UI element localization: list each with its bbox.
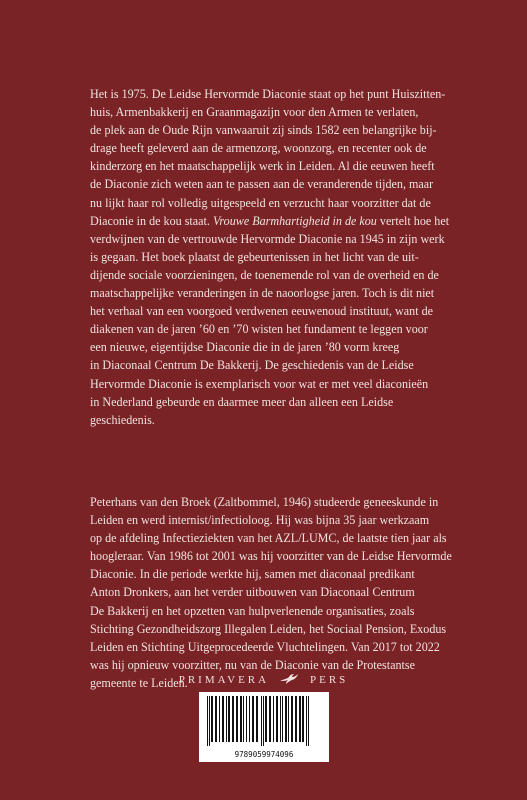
barcode-bar [226, 696, 227, 742]
barcode-bar [211, 696, 213, 742]
barcode-bar [209, 696, 210, 746]
barcode-bar [246, 696, 247, 742]
blurb-line-part: vertelt hoe het [379, 213, 450, 228]
blurb-line: Het is 1975. De Leidse Hervormde Diaconie staat op het punt Huiszitten- [90, 87, 446, 101]
barcode-bar [273, 696, 274, 742]
isbn-digits: 9789059974096 [234, 750, 294, 759]
blurb-line: kinderzorg en het maatschappelijk werk in Leiden. Al die eeuwen heeft [90, 159, 435, 174]
blurb-line: verdwijnen van de vertrouwde Hervormde Diaconie na 1945 in zijn werk [90, 231, 445, 246]
barcode-bar [308, 696, 309, 746]
blurb-line: Hervormde Diaconie is exemplarisch voor wat er met veel diaconieën [90, 376, 429, 391]
blurb-line: huis, Armenbakkerij en Graanmagazijn voor den Armen te verlaten, [90, 105, 419, 120]
isbn-barcode [199, 692, 329, 762]
blurb-paragraph [90, 85, 470, 429]
bio-line: hoogleraar. Van 1986 tot 2001 was hij voorzitter van de Leidse Hervormde [90, 549, 452, 564]
barcode-bar [295, 696, 297, 742]
bio-line: op de afdeling Infectieziekten van het AZL/LUMC, de laatste tien jaar als [90, 531, 447, 546]
barcode-bar [236, 696, 238, 742]
barcode-bar [249, 696, 250, 742]
barcode-bar [288, 696, 289, 742]
barcode-bar [285, 696, 287, 742]
barcode-bar [256, 696, 258, 742]
bio-line: Leiden en werd internist/infectioloog. Hij was bijna 35 jaar werkzaam [90, 513, 430, 528]
bio-line: Stichting Gezondheidszorg Illegalen Leiden, het Sociaal Pension, Exodus [90, 621, 447, 636]
barcode-bar [282, 696, 283, 742]
blurb-line: diakenen van de jaren ’60 en ’70 wisten het fundament te leggen voor [90, 322, 428, 337]
barcode-bar [240, 696, 242, 742]
book-title-italic: Vrouwe Barmhartigheid in de kou [212, 213, 377, 228]
bio-line: Peterhans van den Broek (Zaltbommel, 1946) studeerde geneeskunde in [90, 495, 439, 509]
blurb-line [90, 212, 470, 230]
blurb-line: geschiedenis. [90, 412, 155, 427]
barcode-bar [263, 696, 264, 746]
blurb-line: het verhaal van een voorgoed verdwenen eeuwenoud instituut, want de [90, 304, 433, 319]
blurb-line-part: Diaconie in de kou staat. [90, 213, 210, 228]
barcode-bar [215, 696, 217, 742]
barcode-bar [306, 696, 307, 746]
blurb-line: de plek aan de Oude Rijn vanwaaruit zij sinds 1582 een belangrijke bij- [90, 123, 437, 138]
blurb-line: is gegaan. Het boek plaatst de gebeurtenissen in het licht van de uit- [90, 249, 419, 264]
blurb-line: in Nederland gebeurde en daarmee meer dan alleen een Leidse [90, 394, 394, 409]
publisher-name-right: PERS [309, 674, 349, 687]
barcode-bar [222, 696, 224, 742]
barcode-bar [243, 696, 244, 742]
blurb-line: dijende sociale voorzieningen, de toenemende rol van de overheid en de [90, 267, 439, 282]
blurb-line: de Diaconie zich weten aan te passen aan de veranderende tijden, maar [90, 177, 434, 192]
blurb-line: nu lijkt haar rol volledig uitgespeeld en verzucht haar voorzitter dat de [90, 195, 431, 210]
bio-line: De Bakkerij en het opzetten van hulpverlenende organisaties, zoals [90, 603, 415, 618]
barcode-bar [299, 696, 301, 742]
barcode-bar [252, 696, 254, 742]
publisher-name-left: PRIMAVERA [178, 674, 269, 687]
bio-line: Diaconie. In die periode werkte hij, samen met diaconaal predikant [90, 567, 415, 582]
bio-line: gemeente te Leiden. [90, 675, 188, 690]
blurb-line: maatschappelijke veranderingen in de naoorlogse jaren. Toch is dit niet [90, 286, 435, 301]
barcode-bars [205, 696, 323, 746]
swallow-bird-icon [280, 673, 298, 688]
barcode-bar [228, 696, 230, 742]
barcode-bar [207, 696, 208, 746]
bio-line: Anton Dronkers, aan het verder uitbouwen van Diaconaal Centrum [90, 585, 415, 600]
author-bio-paragraph [90, 493, 470, 692]
blurb-line: drage heeft geleverd aan de armenzorg, woonzorg, en recenter ook de [90, 141, 427, 156]
bio-line: Leiden en Stichting Uitgeprocedeerde Vluchtelingen. Van 2017 tot 2022 [90, 639, 440, 654]
barcode-bar [302, 696, 304, 742]
barcode-bar [261, 696, 262, 746]
barcode-bar [269, 696, 271, 742]
blurb-line: in Diaconaal Centrum De Bakkerij. De geschiedenis van de Leidse [90, 358, 414, 373]
barcode-bar [265, 696, 267, 742]
barcode-bar [232, 696, 234, 742]
bio-line: was hij opnieuw voorzitter, nu van de Diaconie van de Protestantse [90, 657, 415, 672]
publisher-logo [0, 673, 527, 688]
barcode-bar [291, 696, 293, 742]
barcode-bar [219, 696, 220, 742]
barcode-bar [280, 696, 281, 742]
blurb-line: een nieuwe, eigentijdse Diaconie die in de jaren ’80 vorm kreeg [90, 340, 400, 355]
barcode-bar [276, 696, 278, 742]
